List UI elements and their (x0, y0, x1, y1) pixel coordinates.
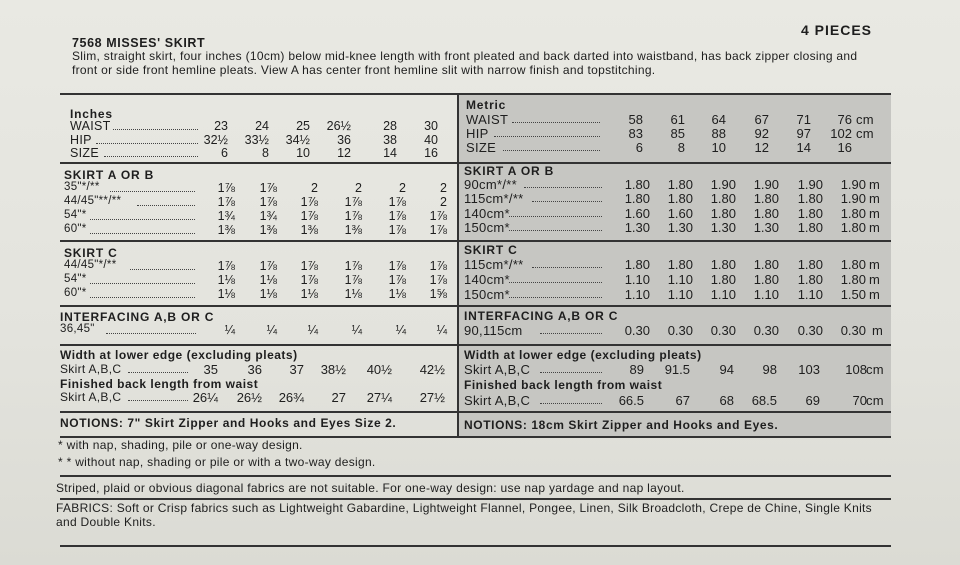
cell-value: 16 (837, 140, 852, 155)
row-label: 90,115cm (464, 323, 523, 338)
leader-dots (90, 219, 195, 220)
cell-value: 1⅛ (217, 287, 235, 301)
cell-value: 1.80 (797, 205, 823, 221)
cell-value: 33½ (244, 132, 269, 147)
cell-value: 8 (677, 140, 685, 155)
row-label: 150cm* (464, 219, 510, 235)
leader-dots (532, 267, 603, 268)
unit-label: m (869, 257, 881, 272)
cell-value: 1.90 (753, 177, 779, 192)
rule (60, 498, 891, 500)
row-label: WAIST (466, 112, 509, 127)
unit-label: m (869, 177, 881, 192)
cell-value: 1.30 (753, 219, 779, 235)
cell-value: 1⅞ (217, 259, 235, 273)
cell-value: 1⅛ (259, 287, 277, 301)
unit-label: cm (856, 126, 874, 141)
cell-value: 94 (719, 362, 734, 377)
leader-dots (110, 191, 195, 192)
cell-value: 71 (796, 112, 811, 127)
unit-label: cm (866, 393, 884, 408)
row-label: 90cm*/** (464, 177, 517, 192)
cell-value: 1.10 (710, 286, 736, 302)
row-label: 60"* (64, 287, 87, 299)
leader-dots (90, 283, 195, 284)
cell-value: 28 (383, 119, 397, 133)
row-label: Skirt A,B,C (464, 362, 531, 377)
cell-value: 0.30 (667, 323, 693, 338)
unit-label: m (872, 323, 884, 338)
leader-dots (512, 122, 600, 123)
cell-value: 40 (424, 132, 438, 147)
cell-value: 1.90 (797, 177, 823, 192)
cell-value: 1⅞ (217, 181, 235, 195)
cell-value: 1.30 (710, 219, 736, 235)
cell-value: 1⅞ (388, 273, 406, 287)
cell-value: 1⅞ (429, 223, 447, 237)
cell-value: 1.90 (840, 177, 866, 192)
row-label: 150cm* (464, 286, 510, 302)
inches-notions: NOTIONS: 7" Skirt Zipper and Hooks and Eyes Size 2. (60, 416, 397, 430)
cell-value: 1.10 (797, 286, 823, 302)
cell-value: 1.80 (797, 271, 823, 287)
cell-value: 1.80 (753, 205, 779, 221)
cell-value: 1.80 (667, 191, 693, 207)
cell-value: 1.30 (667, 219, 693, 235)
cell-value: 14 (383, 146, 397, 160)
cell-value: 1.80 (624, 177, 650, 192)
cell-value: 76 (837, 112, 852, 127)
leader-dots (106, 333, 196, 334)
cell-value: 2 (355, 181, 362, 195)
rule (60, 475, 891, 477)
cell-value: 70 (852, 393, 867, 408)
row-label: 54"* (64, 209, 87, 221)
cell-value: 0.30 (840, 323, 866, 338)
cell-value: 6 (221, 146, 228, 160)
rule (60, 240, 891, 242)
cell-value: 1⅜ (300, 223, 318, 237)
cell-value: 30 (424, 119, 438, 133)
cell-value: 1.10 (624, 286, 650, 302)
cell-value: 1.60 (624, 205, 650, 221)
cell-value: 66.5 (618, 393, 644, 408)
cell-value: 1.80 (797, 257, 823, 272)
leader-dots (540, 372, 602, 373)
unit-label: cm (866, 362, 884, 377)
leader-dots (540, 333, 602, 334)
cell-value: 14 (796, 140, 811, 155)
column-divider (457, 93, 459, 438)
cell-value: 67 (675, 393, 690, 408)
cell-value: 1.80 (753, 271, 779, 287)
row-label: 36,45" (60, 323, 95, 335)
inches-skirt-ab-heading: SKIRT A OR B (64, 168, 155, 182)
leader-dots (104, 156, 198, 157)
cell-value: 1.10 (667, 286, 693, 302)
cell-value: 26¾ (278, 390, 304, 405)
cell-value: 61 (670, 112, 685, 127)
cell-value: 1⅜ (344, 223, 362, 237)
cell-value: 1⅛ (217, 273, 235, 287)
row-label: 35"*/** (64, 181, 100, 193)
cell-value: 0.30 (797, 323, 823, 338)
metric-interfacing-heading: INTERFACING A,B OR C (464, 309, 619, 323)
row-label: HIP (466, 126, 489, 141)
cell-value: 23 (214, 119, 228, 133)
cell-value: 1.80 (753, 191, 779, 207)
row-label: 54"* (64, 273, 87, 285)
row-label: SIZE (466, 140, 497, 155)
cell-value: ¼ (266, 323, 277, 337)
row-label: WAIST (70, 119, 111, 133)
row-label: 44/45"**/** (64, 195, 122, 207)
row-label: 140cm* (464, 271, 510, 287)
cell-value: 1⅞ (300, 195, 318, 209)
metric-heading: Metric (466, 98, 507, 112)
cell-value: 10 (711, 140, 726, 155)
metric-notions: NOTIONS: 18cm Skirt Zipper and Hooks and Eyes. (464, 418, 779, 432)
cell-value: ¼ (395, 323, 406, 337)
cell-value: 67 (754, 112, 769, 127)
cell-value: 1⅞ (344, 259, 362, 273)
cell-value: 1⅞ (300, 273, 318, 287)
unit-label: m (869, 205, 881, 221)
cell-value: 35 (203, 362, 218, 377)
leader-dots (503, 150, 600, 151)
cell-value: ¼ (307, 323, 318, 337)
metric-skirt-c-heading: SKIRT C (464, 243, 518, 257)
cell-value: 1.80 (840, 205, 866, 221)
cell-value: 88 (711, 126, 726, 141)
cell-value: 1.90 (840, 191, 866, 207)
cell-value: 2 (311, 181, 318, 195)
cell-value: 1⅞ (344, 209, 362, 223)
cell-value: 1.80 (840, 219, 866, 235)
cell-value: 1⅞ (217, 195, 235, 209)
cell-value: 1.80 (710, 271, 736, 287)
cell-value: 1⅛ (344, 287, 362, 301)
cell-value: 1⅝ (429, 287, 447, 301)
cell-value: 1⅞ (300, 259, 318, 273)
metric-back-length-heading: Finished back length from waist (464, 378, 663, 392)
row-label: 44/45"*/** (64, 259, 117, 271)
unit-label: m (869, 219, 881, 235)
cell-value: 108 (845, 362, 867, 377)
cell-value: 6 (635, 140, 643, 155)
cell-value: 0.30 (624, 323, 650, 338)
cell-value: 1⅞ (259, 181, 277, 195)
cell-value: 1⅞ (388, 223, 406, 237)
cell-value: 1.80 (840, 271, 866, 287)
row-label: SIZE (70, 146, 99, 160)
row-label: HIP (70, 132, 92, 147)
cell-value: 1⅜ (259, 223, 277, 237)
cell-value: 1.80 (797, 219, 823, 235)
cell-value: 36 (337, 132, 351, 147)
rule (60, 411, 891, 413)
fabrics-note: FABRICS: Soft or Crisp fabrics such as Lightweight Gabardine, Lightweight Flannel, Pongee, Linen, Silk Broadcloth, Crepe de Chine, Single Knits and Double Knits. (56, 501, 872, 529)
cell-value: 1.60 (667, 205, 693, 221)
cell-value: 92 (754, 126, 769, 141)
rule (60, 93, 891, 95)
cell-value: 27¼ (366, 390, 392, 405)
leader-dots (113, 129, 199, 130)
leader-dots (509, 282, 602, 283)
cell-value: 68 (719, 393, 734, 408)
leader-dots (532, 201, 603, 202)
inches-skirt-c-heading: SKIRT C (64, 246, 118, 260)
leader-dots (509, 230, 602, 231)
cell-value: 1⅞ (429, 273, 447, 287)
row-label: 115cm*/** (464, 257, 524, 272)
cell-value: 83 (628, 126, 643, 141)
cell-value: 68.5 (751, 393, 777, 408)
row-label: 115cm*/** (464, 191, 524, 207)
cell-value: 40½ (366, 362, 392, 377)
cell-value: 1.30 (624, 219, 650, 235)
cell-value: 1.80 (667, 177, 693, 192)
cell-value: 58 (628, 112, 643, 127)
cell-value: 1.90 (710, 177, 736, 192)
cell-value: 1⅞ (259, 195, 277, 209)
cell-value: 98 (762, 362, 777, 377)
cell-value: 1⅞ (429, 209, 447, 223)
cell-value: 16 (424, 146, 438, 160)
cell-value: ¼ (436, 323, 447, 337)
cell-value: 0.30 (753, 323, 779, 338)
cell-value: 1.80 (840, 257, 866, 272)
cell-value: 1.80 (710, 257, 736, 272)
cell-value: 1⅛ (259, 273, 277, 287)
cell-value: 38 (383, 132, 397, 147)
cell-value: 1⅞ (344, 273, 362, 287)
cell-value: 102 (830, 126, 852, 141)
cell-value: 12 (337, 146, 351, 160)
cell-value: 26¼ (192, 390, 218, 405)
row-label: 60"* (64, 223, 87, 235)
cell-value: 34½ (285, 132, 310, 147)
leader-dots (137, 205, 195, 206)
cell-value: 89 (629, 362, 644, 377)
cell-value: 1.80 (797, 191, 823, 207)
cell-value: 26½ (326, 119, 351, 133)
pieces-count: 4 PIECES (800, 22, 872, 38)
footnote-with-nap: * with nap, shading, pile or one-way design. (58, 438, 303, 452)
cell-value: 1⅛ (388, 287, 406, 301)
cell-value: 27½ (419, 390, 445, 405)
cell-value: 12 (754, 140, 769, 155)
row-label: Skirt A,B,C (60, 390, 122, 404)
cell-value: 1.80 (710, 191, 736, 207)
cell-value: 1⅞ (388, 195, 406, 209)
cell-value: 2 (440, 181, 447, 195)
cell-value: 1¾ (259, 209, 277, 223)
metric-width-heading: Width at lower edge (excluding pleats) (464, 348, 702, 362)
cell-value: 1⅞ (259, 259, 277, 273)
rule (60, 305, 891, 307)
leader-dots (90, 297, 195, 298)
cell-value: 1⅞ (429, 259, 447, 273)
cell-value: 32½ (203, 132, 228, 147)
cell-value: 27 (331, 390, 346, 405)
cell-value: 1.80 (753, 257, 779, 272)
striped-fabric-note: Striped, plaid or obvious diagonal fabrics are not suitable. For one-way design: use nap yardage and nap layout. (56, 481, 685, 495)
cell-value: ¼ (224, 323, 235, 337)
unit-label: m (869, 271, 881, 287)
cell-value: 85 (670, 126, 685, 141)
cell-value: 1.10 (753, 286, 779, 302)
cell-value: 1.80 (624, 191, 650, 207)
unit-label: cm (856, 112, 874, 127)
cell-value: 36 (247, 362, 262, 377)
cell-value: 8 (262, 146, 269, 160)
cell-value: 1⅛ (300, 287, 318, 301)
cell-value: 1.10 (667, 271, 693, 287)
unit-label: m (869, 286, 881, 302)
cell-value: 1⅞ (300, 209, 318, 223)
cell-value: 42½ (419, 362, 445, 377)
footnote-without-nap: * * without nap, shading or pile or with a two-way design. (58, 455, 376, 469)
cell-value: 37 (289, 362, 304, 377)
metric-skirt-ab-heading: SKIRT A OR B (464, 164, 555, 178)
inches-heading: Inches (70, 107, 113, 121)
cell-value: 1.80 (710, 205, 736, 221)
row-label: Skirt A,B,C (60, 362, 122, 376)
cell-value: 1⅞ (344, 195, 362, 209)
cell-value: 10 (296, 146, 310, 160)
leader-dots (90, 233, 195, 234)
inches-interfacing-heading: INTERFACING A,B OR C (60, 310, 215, 324)
leader-dots (509, 297, 602, 298)
leader-dots (524, 187, 602, 188)
pattern-title: 7568 MISSES' SKIRT (72, 36, 206, 50)
cell-value: 69 (805, 393, 820, 408)
leader-dots (494, 136, 600, 137)
leader-dots (96, 143, 199, 144)
cell-value: 2 (399, 181, 406, 195)
cell-value: 2 (440, 195, 447, 209)
cell-value: 1.80 (624, 257, 650, 272)
unit-label: m (869, 191, 881, 207)
rule (60, 545, 891, 547)
cell-value: 97 (796, 126, 811, 141)
cell-value: 25 (296, 119, 310, 133)
leader-dots (130, 269, 195, 270)
leader-dots (509, 216, 602, 217)
row-label: 140cm* (464, 205, 510, 221)
cell-value: ¼ (351, 323, 362, 337)
rule (60, 344, 891, 346)
pattern-description: Slim, straight skirt, four inches (10cm) below mid-knee length with front pleated and back darted into waistband, has back zipper closing and front or side front hemline pleats. View A has center front hemline slit with narrow finish and topstitching. (72, 49, 858, 77)
cell-value: 64 (711, 112, 726, 127)
inches-back-length-heading: Finished back length from waist (60, 377, 259, 391)
cell-value: 91.5 (664, 362, 690, 377)
row-label: Skirt A,B,C (464, 393, 531, 408)
cell-value: 1.50 (840, 286, 866, 302)
cell-value: 0.30 (710, 323, 736, 338)
cell-value: 1.80 (667, 257, 693, 272)
cell-value: 1⅞ (388, 259, 406, 273)
cell-value: 24 (255, 119, 269, 133)
cell-value: 26½ (236, 390, 262, 405)
leader-dots (540, 403, 602, 404)
cell-value: 1⅜ (217, 223, 235, 237)
inches-width-heading: Width at lower edge (excluding pleats) (60, 348, 298, 362)
cell-value: 1.10 (624, 271, 650, 287)
cell-value: 1¾ (217, 209, 235, 223)
cell-value: 38½ (320, 362, 346, 377)
cell-value: 103 (798, 362, 820, 377)
cell-value: 1⅞ (388, 209, 406, 223)
